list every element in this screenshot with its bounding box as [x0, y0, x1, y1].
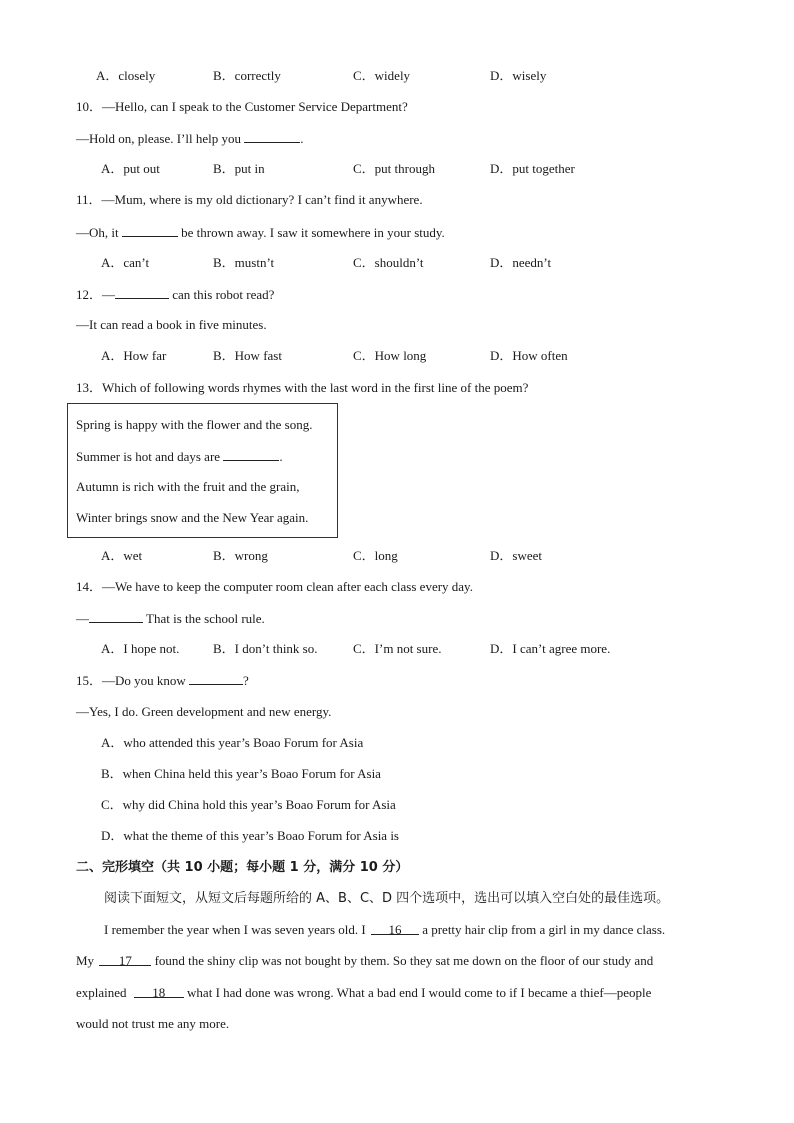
answer-blank	[115, 286, 169, 299]
blank-number: 18	[152, 985, 166, 1000]
q10-option-d: D．put together	[490, 161, 575, 176]
poem-line-3: Autumn is rich with the fruit and the grain,	[76, 479, 300, 494]
q15-response: —Yes, I do. Green development and new energy.	[76, 704, 332, 719]
q12-stem-end: can this robot read?	[172, 287, 275, 302]
poem-line-2	[76, 448, 283, 465]
q12-stem-start: 12．—	[76, 287, 116, 302]
answer-blank	[89, 610, 143, 623]
q11-stem: 11．—Mum, where is my old dictionary? I can’t find it anywhere.	[76, 192, 423, 207]
q9-option-a: A．closely	[96, 68, 156, 83]
q12-option-b: B．How fast	[213, 348, 282, 363]
section-instruction: 阅读下面短文，从短文后每题所给的 A、B、C、D 四个选项中，选出可以填入空白处的最佳选项。	[104, 891, 670, 906]
passage-text: explained	[76, 985, 127, 1000]
q10-response	[76, 130, 304, 147]
passage-text: what I had done was wrong. What a bad end I would come to if I became a thief—people	[187, 985, 652, 1000]
q11-response	[76, 224, 445, 241]
q14-option-b: B．I don’t think so.	[213, 641, 318, 656]
section-heading: 二、完形填空（共 10 小题；每小题 1 分，满分 10 分）	[76, 860, 409, 875]
passage-text: a pretty hair clip from a girl in my dance class.	[422, 922, 666, 937]
q14-option-d: D．I can’t agree more.	[490, 641, 611, 656]
poem-line-1: Spring is happy with the flower and the song.	[76, 417, 313, 432]
blank-number: 17	[118, 953, 132, 968]
q13-option-b: B．wrong	[213, 548, 268, 563]
q10-response-text: —Hold on, please. I’ll help you	[76, 131, 241, 146]
q14-response-end: That is the school rule.	[146, 611, 265, 626]
q9-option-c: C．widely	[353, 68, 411, 83]
blank-18	[134, 985, 184, 998]
q15-option-a: A．who attended this year’s Boao Forum for Asia	[101, 735, 364, 750]
passage-line-3	[76, 985, 651, 1001]
q11-option-a: A．can’t	[101, 255, 150, 270]
q14-option-c: C．I’m not sure.	[353, 641, 442, 656]
q10-option-b: B．put in	[213, 161, 265, 176]
passage-line-1	[104, 922, 665, 938]
q12-option-d: D．How often	[490, 348, 568, 363]
blank-16	[371, 922, 419, 935]
passage-line-2	[76, 953, 653, 969]
q13-stem: 13．Which of following words rhymes with the last word in the first line of the poem?	[76, 380, 529, 395]
q13-option-d: D．sweet	[490, 548, 542, 563]
q9-option-b: B．correctly	[213, 68, 281, 83]
passage-text: I remember the year when I was seven years old. I	[104, 922, 366, 937]
blank-number: 16	[388, 922, 402, 937]
q11-response-start: —Oh, it	[76, 225, 119, 240]
passage-text: My	[76, 953, 95, 968]
q15-stem	[76, 672, 249, 689]
q9-option-d: D．wisely	[490, 68, 547, 83]
poem-line-4: Winter brings snow and the New Year again.	[76, 510, 309, 525]
q14-response-start: —	[76, 611, 89, 626]
answer-blank	[189, 672, 243, 685]
q15-stem-end: ?	[243, 673, 249, 688]
answer-blank	[223, 448, 279, 461]
q12-option-c: C．How long	[353, 348, 427, 363]
passage-text: found the shiny clip was not bought by them. So they sat me down on the floor of our study and	[154, 953, 654, 968]
q10-option-a: A．put out	[101, 161, 160, 176]
q14-response	[76, 610, 265, 627]
q15-option-c: C．why did China hold this year’s Boao Forum for Asia	[101, 797, 396, 812]
poem-line-2-text: Summer is hot and days are	[76, 449, 221, 464]
passage-line-4: would not trust me any more.	[76, 1016, 230, 1031]
q11-option-d: D．needn’t	[490, 255, 552, 270]
q13-option-a: A．wet	[101, 548, 143, 563]
q15-option-d: D．what the theme of this year’s Boao Forum for Asia is	[101, 828, 399, 843]
q11-option-c: C．shouldn’t	[353, 255, 424, 270]
q11-response-end: be thrown away. I saw it somewhere in your study.	[181, 225, 445, 240]
blank-17	[99, 953, 151, 966]
q10-response-end: .	[300, 131, 304, 146]
q14-option-a: A．I hope not.	[101, 641, 180, 656]
poem-line-2-end: .	[279, 449, 283, 464]
q10-option-c: C．put through	[353, 161, 435, 176]
q10-stem: 10．—Hello, can I speak to the Customer Service Department?	[76, 99, 408, 114]
q14-stem: 14．—We have to keep the computer room clean after each class every day.	[76, 579, 473, 594]
answer-blank	[244, 130, 300, 143]
answer-blank	[122, 224, 178, 237]
q13-option-c: C．long	[353, 548, 398, 563]
q15-stem-start: 15．—Do you know	[76, 673, 186, 688]
q12-stem	[76, 286, 274, 303]
q15-option-b: B．when China held this year’s Boao Forum for Asia	[101, 766, 381, 781]
q12-option-a: A．How far	[101, 348, 167, 363]
q11-option-b: B．mustn’t	[213, 255, 275, 270]
q12-response: —It can read a book in five minutes.	[76, 317, 267, 332]
